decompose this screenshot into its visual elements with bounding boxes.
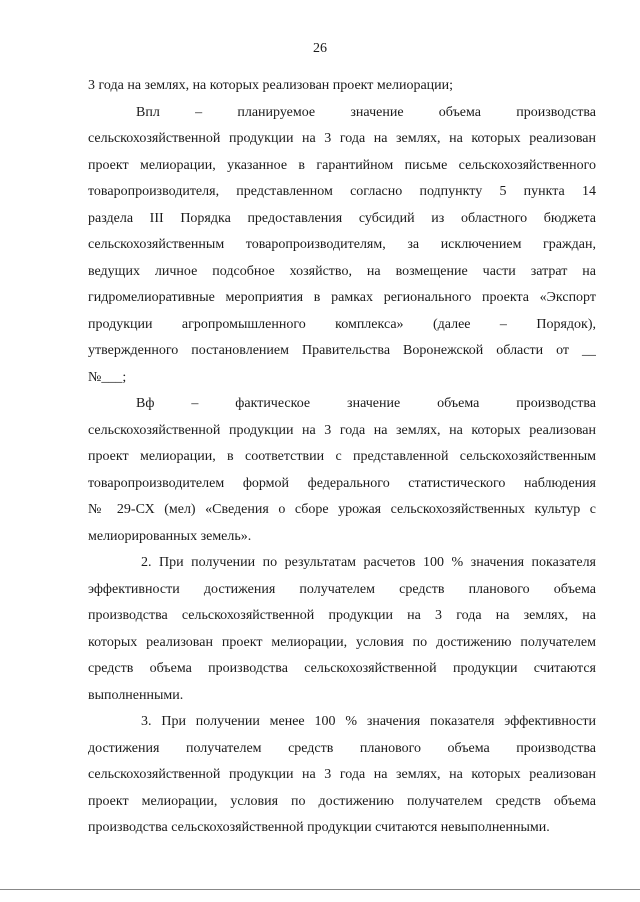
text-line: Вф – фактическое значение объема производства [136,396,596,411]
text-line: проект мелиорации, указанное в гарантийном письме сельскохозяйственного [88,157,596,173]
text-line: средств объема производства сельскохозяйственной продукции считаются [88,661,596,676]
text-line: раздела III Порядка предоставления субсидий из областного бюджета [88,210,596,226]
text-line: товаропроизводителя, представленном согласно подпункту 5 пункта 14 [88,184,596,199]
text-line: мелиорированных земель». [88,528,252,544]
text-line: ведущих личное подсобное хозяйство, на возмещение части затрат на [88,263,596,279]
text-line: Впл – планируемое значение объема производства [136,104,596,120]
text-line: выполненными. [88,687,184,703]
text-line: производства сельскохозяйственной продукции на 3 года на землях, на [88,608,596,623]
page-bottom-rule [0,889,640,890]
text-line: утвержденного постановлением Правительства Воронежской области от __ [88,343,596,358]
text-line: проект мелиорации, условия по достижению получателем средств объема [88,793,596,809]
text-line: которых реализован проект мелиорации, условия по достижению получателем [88,634,596,650]
text-line: 3 года на землях, на которых реализован проект мелиорации; [88,78,454,93]
document-body [88,73,596,842]
text-line: сельскохозяйственной продукции на 3 года на землях, на которых реализован [88,131,596,146]
text-line: 2. При получении по результатам расчетов 100 % значения показателя [141,555,596,570]
text-line: производства сельскохозяйственной продукции считаются невыполненными. [88,820,550,835]
text-line: гидромелиоративные мероприятия в рамках регионального проекта «Экспорт [88,290,596,305]
text-line: продукции агропромышленного комплекса» (далее – Порядок), [88,316,596,332]
text-line: сельскохозяйственной продукции на 3 года на землях, на которых реализован [88,767,596,782]
text-line: сельскохозяйственным товаропроизводителям, за исключением граждан, [88,237,596,252]
text-line: товаропроизводителем формой федерального статистического наблюдения [88,475,596,491]
text-line: № 29-СХ (мел) «Сведения о сборе урожая сельскохозяйственных культур с [88,502,596,517]
text-line: сельскохозяйственной продукции на 3 года на землях, на которых реализован [88,422,596,438]
text-line: эффективности достижения получателем средств планового объема [88,581,596,597]
text-line: достижения получателем средств планового объема производства [88,740,596,756]
page-number: 26 [313,41,327,56]
text-line: проект мелиорации, в соответствии с представленной сельскохозяйственным [88,449,596,464]
text-line: 3. При получении менее 100 % значения показателя эффективности [141,714,596,729]
text-line: №___; [88,369,127,385]
